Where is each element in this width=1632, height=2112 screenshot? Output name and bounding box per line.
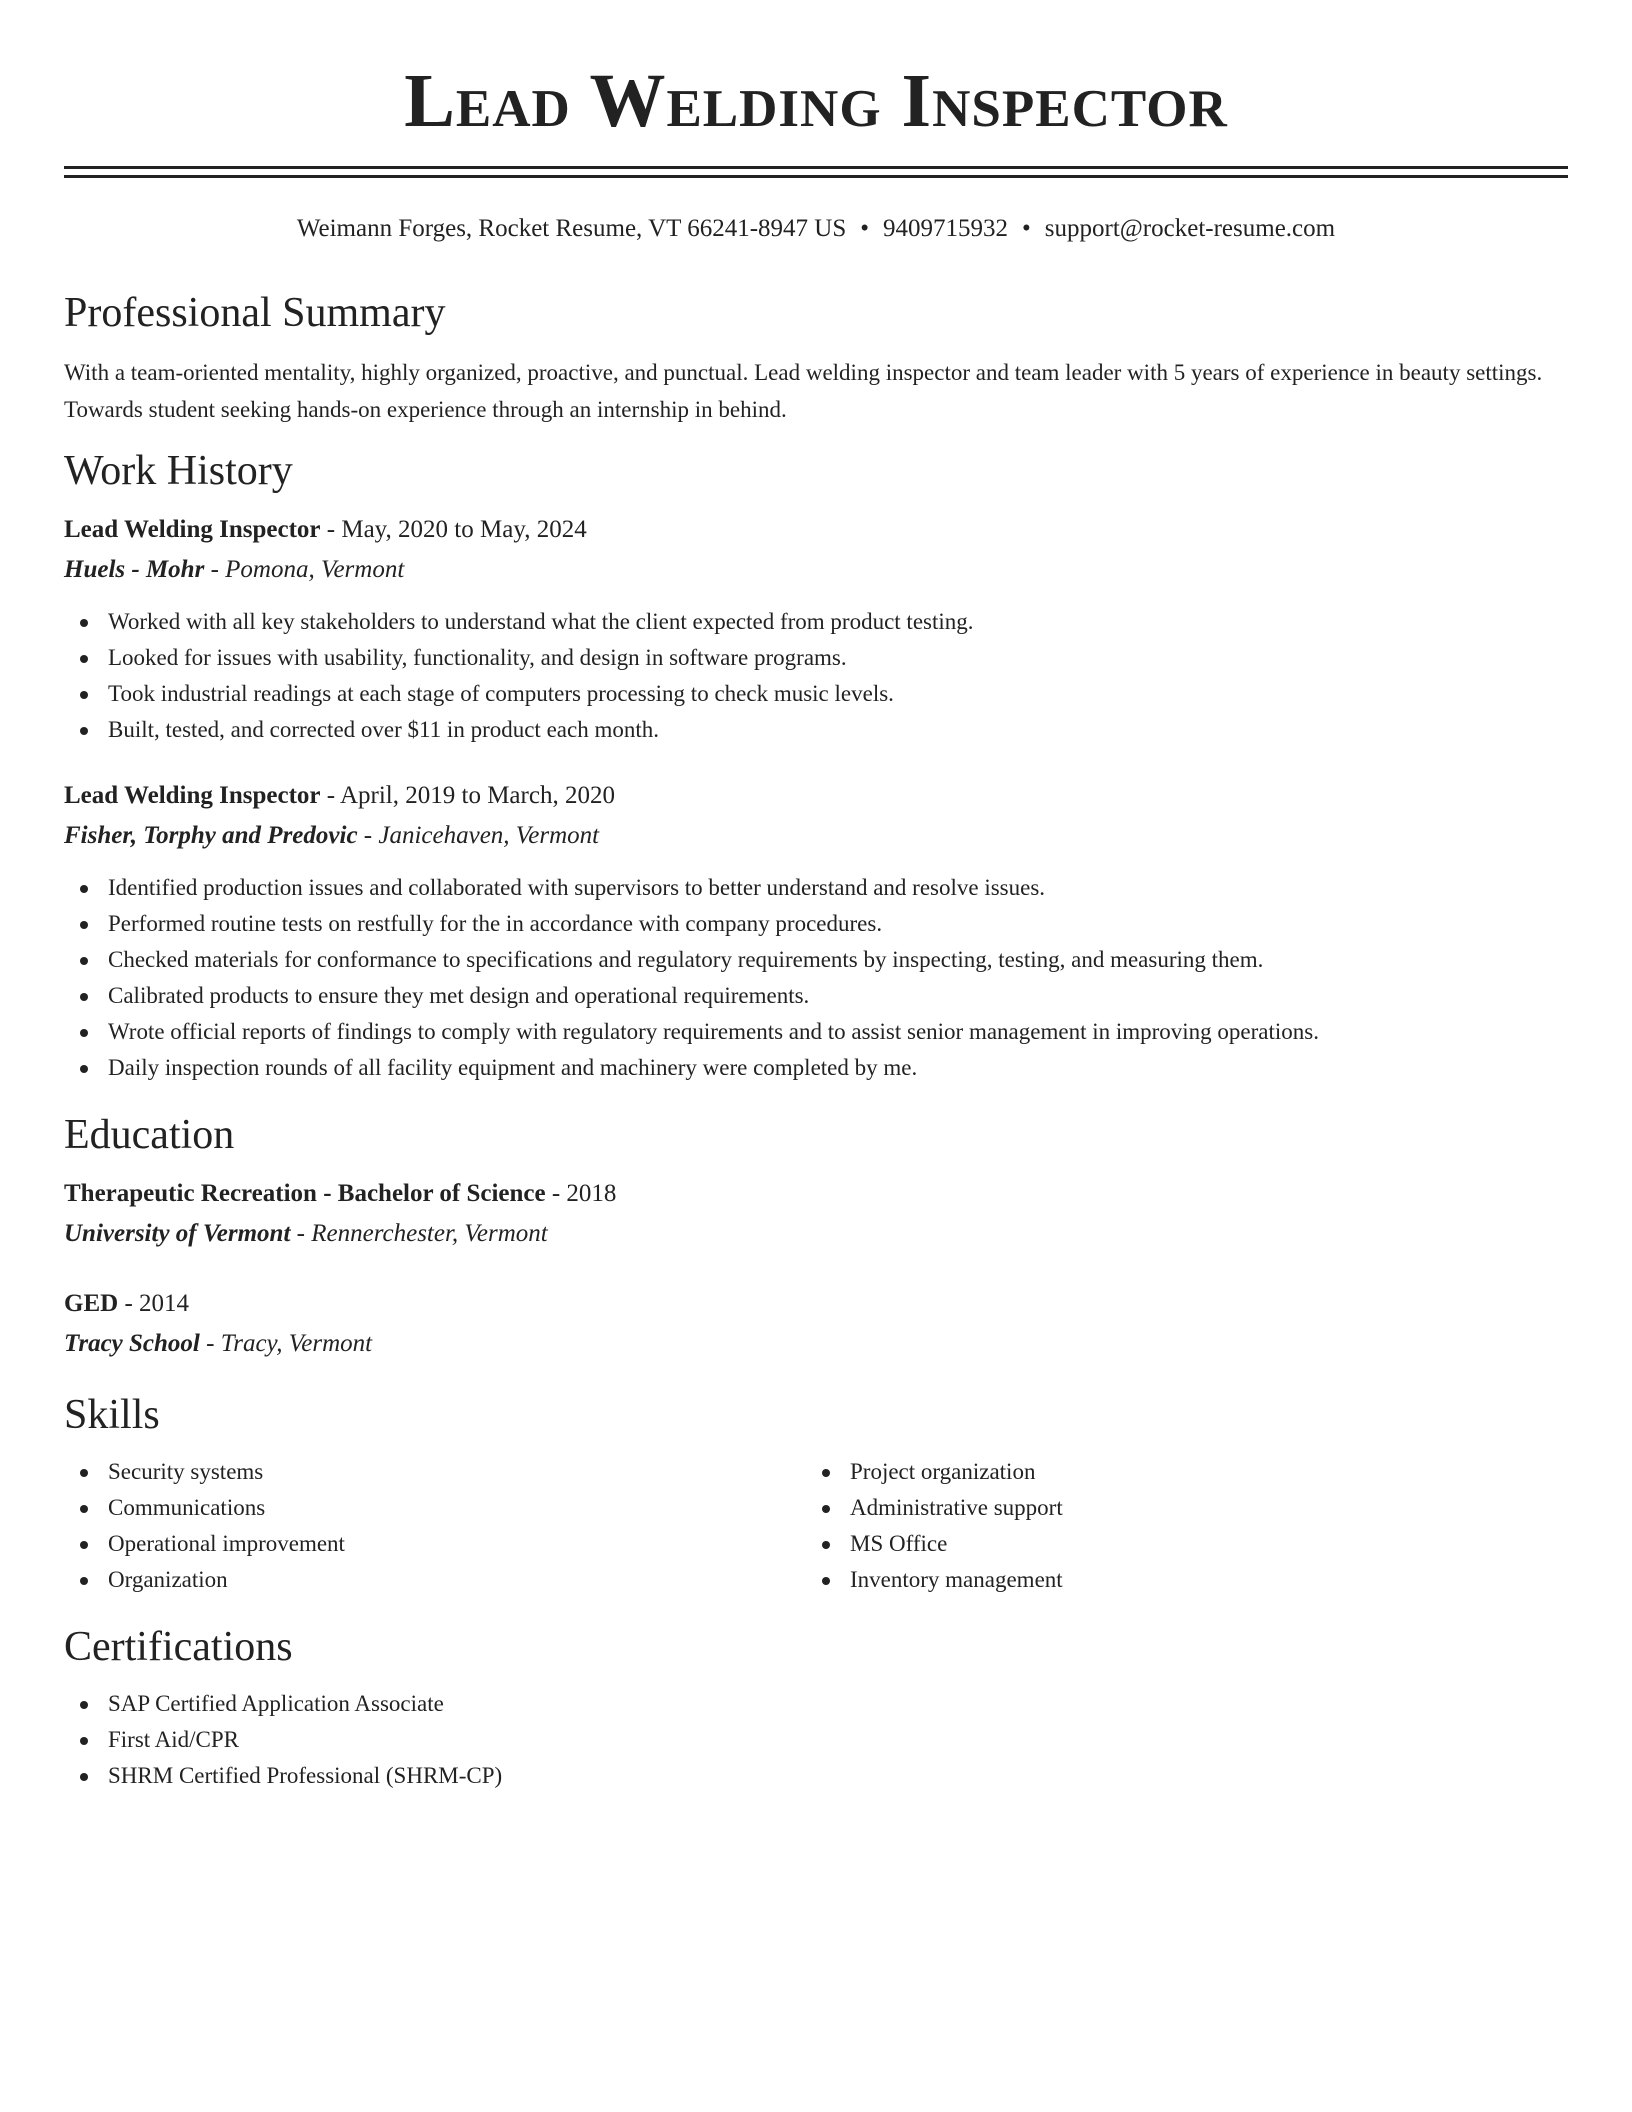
job-bullet: Built, tested, and corrected over $11 in product each month.	[64, 712, 1568, 748]
summary-text: With a team-oriented mentality, highly organized, proactive, and punctual. Lead welding inspector and team leader with 5 years of experience in beauty settings. Towards student seeking hands-on experience through an internship in behind.	[64, 360, 1543, 422]
skill-item: Security systems	[64, 1454, 806, 1490]
certifications-list	[64, 1686, 1568, 1794]
job-bullet: Identified production issues and collaborated with supervisors to better understand and resolve issues.	[64, 870, 1568, 906]
skills-grid	[64, 1454, 1568, 1598]
degree-line	[64, 1174, 1568, 1214]
job-dates: - May, 2020 to May, 2024	[320, 516, 587, 543]
contact-email: support@rocket-resume.com	[1044, 215, 1336, 242]
contact-separator: •	[860, 215, 870, 242]
job-location: - Pomona, Vermont	[204, 556, 405, 583]
job-bullet-list	[64, 870, 1568, 1086]
job-bullet: Worked with all key stakeholders to understand what the client expected from product testing.	[64, 604, 1568, 640]
job-bullet: Daily inspection rounds of all facility equipment and machinery were completed by me.	[64, 1050, 1568, 1086]
job-title-line	[64, 776, 1568, 816]
degree-year: - 2018	[545, 1180, 617, 1207]
job-dates: - April, 2019 to March, 2020	[320, 782, 615, 809]
degree: GED	[64, 1290, 119, 1317]
title-rule-top	[64, 166, 1568, 169]
school-line	[64, 1214, 1568, 1254]
contact-line	[64, 214, 1568, 244]
job-title: Lead Welding Inspector	[64, 516, 321, 543]
contact-separator: •	[1022, 215, 1031, 242]
job-bullet-list	[64, 604, 1568, 748]
resume-title: Lead Welding Inspector	[404, 59, 1228, 143]
job-location: - Janicehaven, Vermont	[357, 822, 600, 849]
skill-item: Organization	[64, 1562, 806, 1598]
degree: Therapeutic Recreation - Bachelor of Science	[64, 1180, 546, 1207]
skill-item: Project organization	[806, 1454, 1548, 1490]
job-bullet: Performed routine tests on restfully for the in accordance with company procedures.	[64, 906, 1568, 942]
contact-phone: 9409715932	[883, 215, 1009, 242]
degree-line	[64, 1284, 1568, 1324]
section-heading-summary: Professional Summary	[64, 290, 446, 336]
education-entry	[64, 1284, 1568, 1364]
skill-item: Inventory management	[806, 1562, 1548, 1598]
certification-item: First Aid/CPR	[64, 1722, 1568, 1758]
degree-year: - 2014	[118, 1290, 190, 1317]
school-name: University of Vermont	[64, 1220, 291, 1247]
section-heading-skills: Skills	[64, 1392, 160, 1438]
job-company: Fisher, Torphy and Predovic	[64, 822, 358, 849]
job-bullet: Calibrated products to ensure they met design and operational requirements.	[64, 978, 1568, 1014]
work-entry	[64, 510, 1568, 748]
job-title-line	[64, 510, 1568, 550]
skills-column-left	[64, 1454, 806, 1598]
skill-item: Communications	[64, 1490, 806, 1526]
job-bullet: Wrote official reports of findings to comply with regulatory requirements and to assist senior management in improving operations.	[64, 1014, 1568, 1050]
job-company-line	[64, 816, 1568, 856]
contact-address: Weimann Forges, Rocket Resume, VT 66241-8947 US	[296, 215, 847, 242]
education-entry	[64, 1174, 1568, 1254]
title-rule-bottom	[64, 175, 1568, 178]
job-company-line	[64, 550, 1568, 590]
school-location: - Tracy, Vermont	[199, 1330, 373, 1357]
certification-item: SAP Certified Application Associate	[64, 1686, 1568, 1722]
certification-item: SHRM Certified Professional (SHRM-CP)	[64, 1758, 1568, 1794]
job-bullet: Took industrial readings at each stage of computers processing to check music levels.	[64, 676, 1568, 712]
section-heading-certifications: Certifications	[64, 1624, 293, 1670]
skills-column-right	[806, 1454, 1548, 1598]
job-bullet: Looked for issues with usability, functionality, and design in software programs.	[64, 640, 1568, 676]
school-location: - Rennerchester, Vermont	[290, 1220, 548, 1247]
section-heading-education: Education	[64, 1112, 235, 1158]
school-line	[64, 1324, 1568, 1364]
school-name: Tracy School	[64, 1330, 200, 1357]
job-bullet: Checked materials for conformance to specifications and regulatory requirements by inspecting, testing, and measuring them.	[64, 942, 1568, 978]
section-heading-work-history: Work History	[64, 448, 293, 494]
job-company: Huels - Mohr	[64, 556, 205, 583]
work-entry	[64, 776, 1568, 1086]
job-title: Lead Welding Inspector	[64, 782, 321, 809]
skill-item: Administrative support	[806, 1490, 1548, 1526]
skill-item: MS Office	[806, 1526, 1548, 1562]
skill-item: Operational improvement	[64, 1526, 806, 1562]
